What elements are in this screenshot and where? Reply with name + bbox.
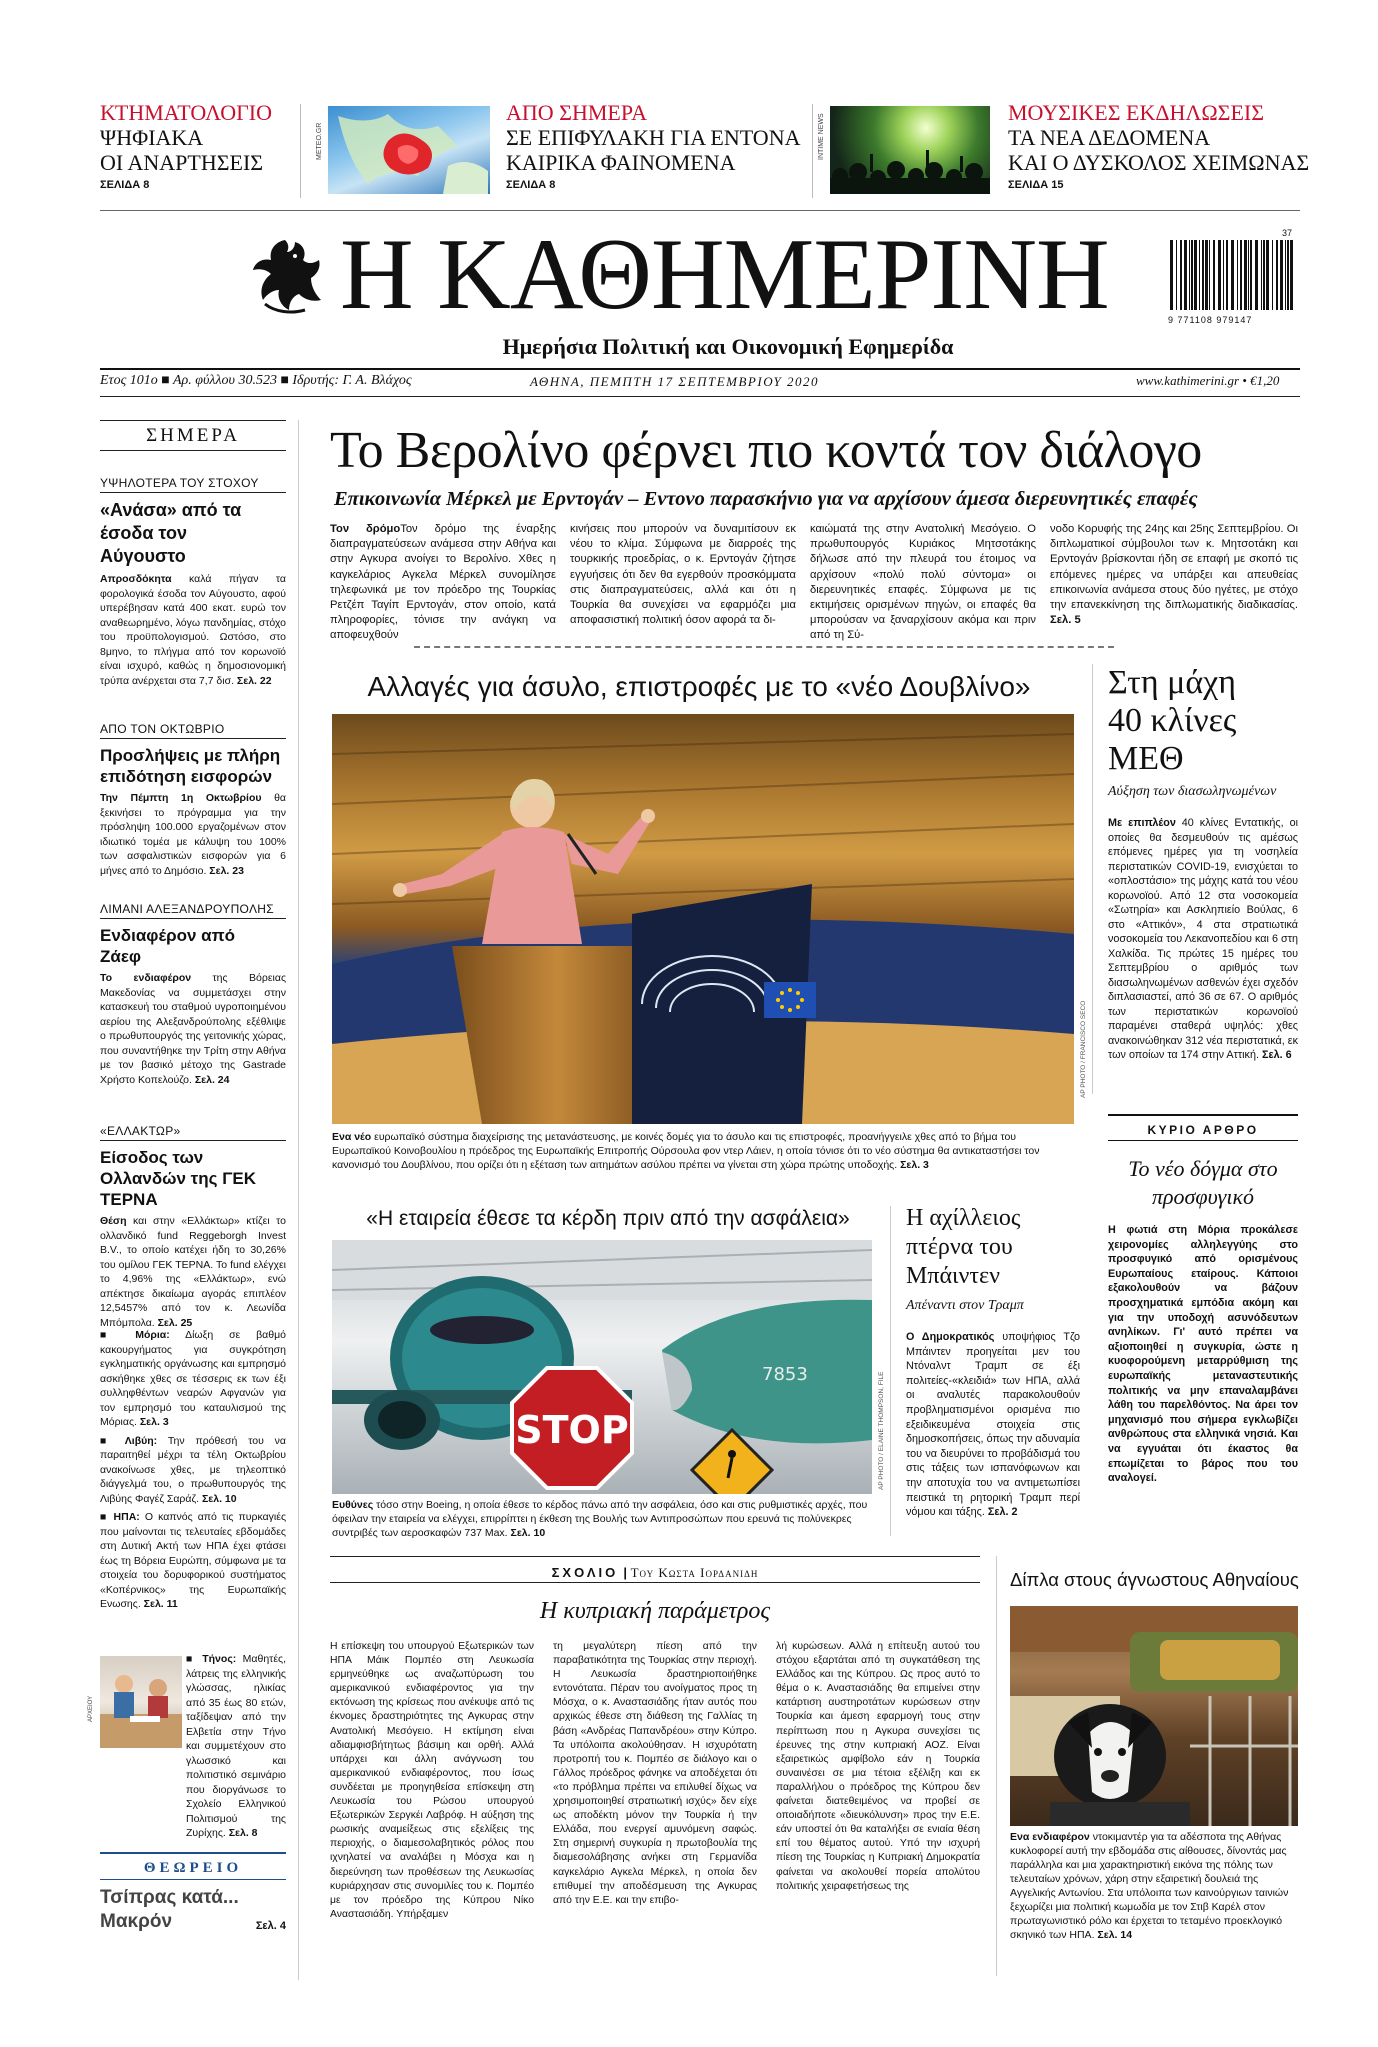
- stray-dog-scene: [1010, 1606, 1298, 1826]
- sidebar-text: Το ενδιαφέρον της Βόρειας Μακεδονίας να συμμετάσχει στην κατασκευή του σταθμού υγροποιημένου αερίου της Αλεξανδρούπολης εξέθλιψε ο πρωθυπουργός της γειτονικής χώρας, που συναντήθηκε την Τρίτη στην Αθήνα με τον βασικό μέτοχο της Gastrade Χρήστο Κοπελούζο. Σελ. 24: [100, 972, 287, 1086]
- comment-author: Του Κωστα Ιορδανιδη: [630, 1565, 759, 1580]
- divider: [100, 396, 1300, 397]
- bullet-item[interactable]: ■ ΗΠΑ: Ο καπνός από τις πυρκαγιές που μαίνονται τις τελευταίες εβδομάδες στη Δυτική Ακτή των ΗΠΑ έχει φτάσει έως τη Βόρεια Ευρώπη, σύμφωνα με τα στοιχεία του δορυφορικού συστήματος «Κοπέρνικος» της Ευρωπαϊκής Ενωσης. Σελ. 11: [100, 1511, 286, 1610]
- barcode-bar: [1213, 240, 1215, 310]
- teaser-title: ΟΙ ΑΝΑΡΤΗΣΕΙΣ: [100, 150, 264, 175]
- barcode-bar: [1244, 240, 1247, 310]
- masthead-subtitle: Ημερήσια Πολιτική και Οικονομική Εφημερίδα: [502, 334, 954, 359]
- teaser-title: ΨΗΦΙΑΚΑ: [100, 125, 204, 150]
- teaser-title: ΤΑ ΝΕΑ ΔΕΔΟΜΕΝΑ: [1008, 125, 1211, 150]
- comment-header: ΣΧΟΛΙΟ | Του Κωστα Ιορδανιδη: [551, 1565, 759, 1580]
- sidebar-item[interactable]: [100, 722, 286, 878]
- barcode-bar: [1191, 240, 1193, 310]
- teaser-title: ΚΑΙ Ο ΔΥΣΚΟΛΟΣ ΧΕΙΜΩΝΑΣ: [1008, 150, 1310, 175]
- griffin-logo: [245, 234, 325, 316]
- sidebar-header: [100, 420, 286, 451]
- barcode-bar: [1263, 240, 1265, 310]
- barcode-bar: [1276, 240, 1278, 310]
- athens-headline[interactable]: Δίπλα στους άγνωστους Αθηναίους: [1010, 1569, 1299, 1590]
- divider: [330, 1582, 980, 1583]
- divider: [996, 1556, 997, 1976]
- teaser-page: ΣΕΛΙΔΑ 15: [1008, 179, 1064, 191]
- sidebar-item[interactable]: [100, 902, 286, 1087]
- bullet-item[interactable]: ■ Λιβύη: Την πρόθεσή του να παραιτηθεί μέχρι τα τέλη Οκτωβρίου ανακοίνωσε χθες, με τηλεοπτικό διάγγελμά του, ο πρωθυπουργός της Λιβύης Φαγέζ Σαράζ. Σελ. 10: [100, 1434, 287, 1505]
- comment-title[interactable]: Η κυπριακή παράμετρος: [539, 1598, 771, 1624]
- divider: [414, 646, 1114, 648]
- lead-deck: Επικοινωνία Μέρκελ με Ερντογάν – Εντονο παρασκήνιο για να αρχίσουν άμεσα διερευνητικές επαφές: [334, 488, 1198, 510]
- lead-column: κινήσεις που μπορούν να δυναμιτίσουν εκ νέου το κλίμα. Σύμφωνα με διαρροές της τουρκικής προεδρίας, ο κ. Ερντογάν ζήτησε εγγυήσεις ότι δεν θα εγερθούν προσκόμματα στις διαπραγματεύσεις, αλλά και ότι η Τουρκία θα συνεχίσει να εφαρμόζει μια αποφασιστική πολιτική όσον αφορά τα δι-: [570, 523, 796, 627]
- boeing-headline[interactable]: «Η εταιρεία έθεσε τα κέρδη πριν από την ασφάλεια»: [366, 1207, 850, 1230]
- barcode-bar: [1237, 240, 1238, 310]
- sidebar-text: Θέση και στην «Ελλάκτωρ» κτίζει το ολλανδικό fund Reggeborgh Invest B.V., το οποίο κατέχει ήδη το 30,26% του ομίλου ΓΕΚ ΤΕΡΝΑ. Το fund ελέγχει το 4,96% της «Ελλάκτωρ», ενώ απέκτησε δικαίωμα αγοράς επιπλέον 12,5457% από τον κ. Λεωνίδα Μπόμπολα. Σελ. 25: [100, 1215, 286, 1329]
- asylum-headline[interactable]: Αλλαγές για άσυλο, επιστροφές με το «νέο Δουβλίνο»: [367, 671, 1031, 702]
- divider: [100, 210, 1300, 211]
- sidebar-kicker: ΥΨΗΛΟΤΕΡΑ ΤΟΥ ΣΤΟΧΟΥ: [100, 476, 286, 493]
- editorial-title: Το νέο δόγμα στο προσφυγικό: [1128, 1156, 1278, 1209]
- teaser-kicker: ΑΠΟ ΣΗΜΕΡΑ: [506, 100, 647, 125]
- students-photo: [100, 1656, 182, 1748]
- barcode-bar: [1266, 240, 1269, 310]
- parliament-scene: [332, 714, 1074, 1124]
- divider: [1092, 664, 1093, 1094]
- sidebar-item[interactable]: [100, 1124, 286, 1330]
- athens-caption: Ενα ενδιαφέρον ντοκιμαντέρ για τα αδέσποτα της Αθήνας κυκλοφορεί αυτή την εβδομάδα στις αίθουσες, δίνοντάς μας παράλληλα και μια χαρακτηριστική εικόνα της πόλης των τελευταίων χρόνων, χάρη στην εξαιρετική δουλειά της Αγγελικής Αντωνίου. Στα υπόλοιπα των καινούργιων ταινιών ξεχωρίζει μια πολιτική κωμωδία με τον Στιβ Καρέλ στον πρωταγωνιστικό ρόλο και έρχεται το τεταμένο προεκλογικό σκηνικό των ΗΠΑ. Σελ. 14: [1010, 1831, 1289, 1941]
- photo-credit: ΑΡΧΕΙΟΥ: [88, 1695, 94, 1722]
- teaser-music[interactable]: [1008, 100, 1328, 191]
- lead-column: Τον δρόμοΤον δρόμο της έναρξης διαπραγματεύσεων ανάμεσα στην Αθήνα και στην Αγκυρα ανοίγει το Βερολίνο. Χθες η καγκελάριος Αγκελα Μέρκελ συνομίλησε τηλεφωνικά με τον πρόεδρο της Τουρκίας Ρετζέπ Ταγίπ Ερντογάν, στον οποίο, κατά πληροφορίες, τόνισε την ανάγκη να αποφευχθούν: [330, 523, 556, 642]
- editorial-label: ΚΥΡΙΟ ΑΡΘΡΟ: [1147, 1123, 1259, 1137]
- barcode-bar: [1209, 240, 1210, 310]
- barcode-bar: [1194, 240, 1197, 310]
- photo-credit: AP PHOTO / FRANCISCO SECO: [1080, 1000, 1087, 1098]
- barcode-bar: [1223, 240, 1224, 310]
- masthead-title: Η ΚΑΘΗΜΕΡΙΝΗ: [340, 218, 1109, 331]
- date-line: ΑΘΗΝΑ, ΠΕΜΠΤΗ 17 ΣΕΠΤΕΜΒΡΙΟΥ 2020: [530, 374, 820, 389]
- price-line: www.kathimerini.gr • €1,20: [1136, 373, 1280, 388]
- theoreio-ref: Σελ. 4: [255, 1920, 286, 1932]
- barcode-bar: [1280, 240, 1283, 310]
- biden-deck: Απέναντι στον Τραμπ: [906, 1298, 1024, 1313]
- barcode: [1168, 240, 1298, 326]
- tinos-item[interactable]: [88, 1652, 286, 1841]
- photo-credit: ΜΕΤΕΟ.GR: [316, 122, 323, 160]
- von-der-leyen-photo[interactable]: [332, 714, 1074, 1124]
- sidebar-bullets: [100, 1328, 286, 1616]
- barcode-bar: [1202, 240, 1204, 310]
- barcode-bar: [1231, 240, 1234, 310]
- storm-map-image: [328, 106, 490, 194]
- students-image: [100, 1656, 182, 1748]
- barcode-bar: [1176, 240, 1177, 310]
- teaser-cadastre[interactable]: [100, 100, 300, 191]
- barcode-bar: [1290, 240, 1293, 310]
- boeing-caption: Ευθύνες τόσο στην Boeing, η οποία έθεσε το κέρδος πάνω από την ασφάλεια, όσο και στις ρυθμιστικές αρχές, που όφειλαν την εταιρεία να ελέγχει, επιρρίπτει η έκθεση της Βουλής των Αντιπροσώπων που ερευνά τις πολύνεκρες συντριβές των αεροσκαφών 737 Max. Σελ. 10: [332, 1499, 868, 1539]
- plane-number: 7853: [762, 1364, 808, 1385]
- barcode-image: [1168, 240, 1298, 310]
- sidebar-kicker: «ΕΛΛΑΚΤΩΡ»: [100, 1124, 286, 1141]
- dog-photo[interactable]: [1010, 1606, 1298, 1826]
- icu-text: Με επιπλέον 40 κλίνες Εντατικής, οι οποίες θα δεσμευθούν τις αμέσως επόμενες ημέρες για τη νοσηλεία περιστατικών COVID-19, ενισχύεται το «οπλοστάσιο» της μάχης κατά του νέου κορωνοϊού. Από 12 στα νοσοκομεία «Σωτηρία» και Ασκληπιείο Βούλας, 6 στο «Αττικόν», 4 στα στρατιωτικά νοσοκομεία του Λεκανοπεδίου και 6 στη Χαλκίδα. Τις πρώτες 15 ημέρες του Σεπτεμβρίου ο αριθμός των διασωληνωμένων ασθενών έχει σχεδόν διπλασιαστεί, από 36 σε 67. Ο αριθμός των περιστατικών κορωνοϊού παραμένει σταθερά υψηλός: χθες ανακοινώθηκαν 312 νέα περιστατικά, εκ των οποίων τα 174 στην Αττική. Σελ. 6: [1108, 817, 1298, 1061]
- barcode-bar: [1226, 240, 1228, 310]
- barcode-bar: [1285, 240, 1286, 310]
- barcode-bar: [1189, 240, 1190, 310]
- sidebar-title: Ενδιαφέρον από Ζάεφ: [100, 926, 236, 966]
- barcode-bar: [1250, 240, 1252, 310]
- stop-sign-text: STOP: [515, 1408, 629, 1452]
- barcode-bar: [1184, 240, 1187, 310]
- divider: [298, 420, 299, 1980]
- comment-column: τη μεγαλύτερη πίεση από την παραβατικότητα της Τουρκίας στην περιοχή. Η Λευκωσία δραστηριοποιήθηκε εντονότατα. Πέραν του ανοίγματος προς τη Μόσχα, ο κ. Αναστασιάδης ήταν αυτός που αρχικώς έθεσε στη διάθεση της Γαλλίας τη βάση «Ανδρέας Παπανδρέου» στην Κύπρο. Τα υπόλοιπα ακολούθησαν. Η ισχυρότατη προτροπή του κ. Πομπέο σε διάλογο και ο Γάλλος πρόεδρος φάνηκε να αποδέχεται ότι «το πρόβλημα πρέπει να επιλυθεί δίχως να χρησιμοποιηθεί στρατιωτική ισχύς» δεν είχε ως αποδέκτη μόνον την Τουρκία ή την Ελλάδα, που ενεργεί αμυνόμενη σαφώς. Στη σημερινή συγκυρία η πρωτοβουλία της διαμεσολάβησης ανήκει στη Γερμανίδα καγκελάριο Αγκελα Μέρκελ, η οποία δεν επιθυμεί την αποδέσμευση της Αγκυρας από την Ε.Ε. και την επιβο-: [553, 1641, 757, 1906]
- sidebar: [100, 420, 286, 451]
- barcode-bar: [1170, 240, 1173, 310]
- sidebar-text: Απροσδόκητα καλά πήγαν τα φορολογικά έσοδα τον Αύγουστο, αφού υπερέβησαν κατά 400 εκατ. ευρώ τον αναθεωρημένο, λόγω πανδημίας, στόχο του προϋπολογισμού. Ωστόσο, στο 8μηνο, το πλήγμα από τον κορωνοϊό είναι ισχυρό, καθώς η δημοσιονομική τρύπα ανέρχεται στα 7,7 δισ. Σελ. 22: [100, 573, 286, 687]
- barcode-bar: [1287, 240, 1289, 310]
- sidebar-item[interactable]: [100, 476, 286, 688]
- sidebar-title: «Ανάσα» από τα έσοδα τον Αύγουστο: [100, 500, 242, 566]
- teaser-weather[interactable]: [506, 100, 806, 191]
- editorial-header: [1108, 1114, 1298, 1141]
- editorial-text: Η φωτιά στη Μόρια προκάλεσε χειρονομίες αλληλεγγύης στο προσφυγικό από ορισμένους Ευρωπαίους εταίρους. Κάποιοι εξακολουθούν να βάζουν προσχηματικά εμπόδια ακόμη και για την υποδοχή ασυνόδευτων ανηλίκων. Γι' αυτό πρέπει να αξιοποιηθεί η συγκυρία, ώστε η κυοφορούμενη μεταρρύθμιση της ευρωπαϊκής μεταναστευτικής πολιτικής να μην επαναλαμβάνει λάθη του παρελθόντος. Να άρει τον μηχανισμό που σήμερα εγκλωβίζει ανθρώπους στα ελληνικά νησιά. Και να εγγυάται ότι έκαστος θα επωμίζεται το βάρος που του αναλογεί.: [1108, 1224, 1298, 1485]
- barcode-issue: 37: [1282, 228, 1293, 238]
- bullet-item[interactable]: ■ Μόρια: Δίωξη σε βαθμό κακουργήματος για συγκρότηση εγκληματικής οργάνωσης και εμπρησμό ασκήθηκε χθες σε τέσσερις εκ των έξι συλληφθέντων νεαρών Αφγανών για τον εμπρησμό του καταυλισμού της Μόριας. Σελ. 3: [100, 1329, 286, 1428]
- sidebar-text: Την Πέμπτη 1η Οκτωβρίου θα ξεκινήσει το πρόγραμμα για την πρόσληψη 100.000 εργαζομένων στον ιδιωτικό τομέα με κάλυψη του 100% των ασφαλιστικών εισφορών για 6 μήνες από το Δημόσιο. Σελ. 23: [100, 792, 286, 877]
- weather-map-photo[interactable]: [328, 106, 490, 194]
- theoreio-box[interactable]: [100, 1852, 286, 1934]
- teaser-title: ΣΕ ΕΠΙΦΥΛΑΚΗ ΓΙΑ ΕΝΤΟΝΑ: [506, 125, 801, 150]
- barcode-bar: [1180, 240, 1182, 310]
- sidebar-header-label: ΣΗΜΕΡΑ: [146, 425, 240, 446]
- teaser-title: ΚΑΙΡΙΚΑ ΦΑΙΝΟΜΕΝΑ: [506, 150, 736, 175]
- grounded-planes-scene: [332, 1240, 872, 1494]
- divider: [812, 104, 813, 198]
- teaser-kicker: ΚΤΗΜΑΤΟΛΟΓΙΟ: [100, 100, 273, 125]
- comment-label: ΣΧΟΛΙΟ: [551, 1565, 619, 1580]
- asylum-caption: Ενα νέο ευρωπαϊκό σύστημα διαχείρισης της μετανάστευσης, με κοινές δομές για το άσυλο και τις επιστροφές, προανήγγειλε χθες από το βήμα του Ευρωπαϊκού Κοινοβουλίου η πρόεδρος της Ευρωπαϊκής Επιτροπής Ούρσουλα φον ντερ Λάιεν, η οποία τόνισε ότι το νέο σύστημα θα αντικαταστήσει τον κανονισμό του Δουβλίνου, που ορίζει ότι η εξέταση των αιτημάτων ασύλου πρέπει να γίνεται στη χώρα πρώτης υποδοχής. Σελ. 3: [332, 1131, 1040, 1171]
- barcode-number: 9 771108 979147: [1168, 315, 1253, 325]
- lead-column: καιώματά της στην Ανατολική Μεσόγειο. Ο πρωθυπουργός Κυριάκος Μητσοτάκης δήλωσε από την πλευρά του έτοιμος να αρχίσουν «πολύ πολύ σύντομα» οι διερευνητικές επαφές. Σύμφωνα με τις εκτιμήσεις ορισμένων πηγών, οι επαφές θα μπορούσαν να ξαναρχίσουν ακόμα και πριν από τη Σύ-: [810, 523, 1036, 642]
- crowd-image: [830, 106, 990, 194]
- bullet-item: ■ Τήνος: Μαθητές, λάτρεις της ελληνικής γλώσσας, ηλικίας από 35 έως 80 ετών, ταξίδεψαν από την Ελβετία στην Τήνο και συμμετέχουν στο γλωσσικό και πολιτιστικό σεμινάριο που διοργάνωσε το Σχολείο Ελληνικού Πολιτισμού της Ζυρίχης. Σελ. 8: [186, 1653, 286, 1839]
- editorial-box[interactable]: [1108, 1114, 1298, 1486]
- icu-deck: Αύξηση των διασωληνωμένων: [1108, 784, 1277, 799]
- divider: [100, 368, 1300, 370]
- sidebar-kicker: ΛΙΜΑΝΙ ΑΛΕΞΑΝΔΡΟΥΠΟΛΗΣ: [100, 902, 286, 919]
- comment-column: Η επίσκεψη του υπουργού Εξωτερικών των ΗΠΑ Μάικ Πομπέο στη Λευκωσία ερμηνεύθηκε ως αναζωπύρωση του αμερικανικού ενδιαφέροντος για την εκτόνωση της κρίσεως που ανέκυψε από τις έκνομες δραστηριότητες της Αγκυρας στην Ανατολική Μεσόγειο. Η εκτίμηση είναι αδιαμφισβήτητως βάσιμη και ορθή. Αλλά υπάρχει και άλλη ανάγνωση του αμερικανικού ενδιαφέροντος, που ίσως συνδέεται με προηγηθείσα επίσκεψη στη Λευκωσία του Ρώσου υπουργού Εξωτερικών Σεργκέι Λαβρόφ. Η αύξηση της ρωσικής αναμείξεως στις εξελίξεις της περιοχής, ο διαμεσολαβητικός ρόλος που ιχνηλατεί να αναλάβει η Μόσχα και η διερεύνηση των προθέσεων της Λευκωσίας κυριάρχησαν στις συνομιλίες του κ. Πομπέο με τον πρόεδρο της Κύπρου Νίκο Αναστασιάδη. Υπήρξαμεν: [330, 1641, 534, 1920]
- barcode-bar: [1199, 240, 1200, 310]
- teaser-page: ΣΕΛΙΔΑ 8: [506, 179, 556, 191]
- issue-info: Ετος 101ο ■ Αρ. φύλλου 30.523 ■ Ιδρυτής: Γ. Α. Βλάχος: [100, 373, 412, 388]
- theoreio-header: [100, 1852, 286, 1880]
- sidebar-title: Προσλήψεις με πλήρη επιδότηση εισφορών: [100, 746, 281, 786]
- boeing-photo[interactable]: [332, 1240, 872, 1494]
- concert-photo[interactable]: [830, 106, 990, 194]
- lead-headline[interactable]: Το Βερολίνο φέρνει πιο κοντά τον διάλογο: [330, 422, 1202, 479]
- theoreio-label: ΘΕΩΡΕΙΟ: [143, 1860, 243, 1876]
- barcode-bar: [1261, 240, 1262, 310]
- barcode-bar: [1205, 240, 1208, 310]
- divider: [330, 1556, 980, 1557]
- barcode-bar: [1240, 240, 1242, 310]
- barcode-bar: [1218, 240, 1221, 310]
- sidebar-kicker: ΑΠΟ ΤΟΝ ΟΚΤΩΒΡΙΟ: [100, 722, 286, 739]
- photo-credit: AP PHOTO / ELAINE THOMPSON, FILE: [878, 1371, 885, 1490]
- barcode-bar: [1255, 240, 1258, 310]
- divider: [890, 1206, 891, 1536]
- theoreio-title: Τσίπρας κατά... Μακρόν: [100, 1887, 239, 1932]
- biden-text: Ο Δημοκρατικός υποψήφιος Τζο Μπάιντεν προηγείται μεν του Ντόναλντ Τραμπ σε έξι πολιτείες-«κλειδιά» των ΗΠΑ, αλλά οι αναλυτές παρακολουθούν προβληματισμένοι ορισμένα πιο εξειδικευμένα στοιχεία στις δημοσκοπήσεις, όπως την αδυναμία του να διευρύνει το προβάδισμά του στις τάξεις των ισπανόφωνων και την αποτυχία του να αντιμετωπίσει πειστικά τη ρητορική Τραμπ περί νόμου και τάξης. Σελ. 2: [906, 1331, 1080, 1519]
- sidebar-title: Είσοδος των Ολλανδών της ΓΕΚ ΤΕΡΝΑ: [100, 1148, 257, 1209]
- divider: [300, 104, 301, 198]
- photo-credit: INTIME NEWS: [818, 113, 825, 160]
- icu-headline[interactable]: Στη μάχη 40 κλίνες ΜΕΘ: [1108, 664, 1237, 777]
- lead-column: νοδο Κορυφής της 24ης και 25ης Σεπτεμβρίου. Οι διπλωματικοί σύμβουλοι των κ. Μητσοτάκη και Ερντογάν βρίσκονται ήδη σε επαφή με σκοπό τις επόμενες ημέρες να υπάρξει και απευθείας επικοινωνία ανάμεσα στους δύο ηγέτες, με στόχο την επανεκκίνηση της διπλωματικής διαδικασίας. Σελ. 5: [1050, 523, 1298, 627]
- teaser-kicker: ΜΟΥΣΙΚΕΣ ΕΚΔΗΛΩΣΕΙΣ: [1008, 100, 1265, 125]
- biden-headline[interactable]: Η αχίλλειος πτέρνα του Μπάιντεν: [906, 1205, 1021, 1289]
- comment-column: λή κυρώσεων. Αλλά η επίτευξη αυτού του στόχου εξαρτάται από τη συγκατάθεση της Ελλάδος και της Κύπρου. Ως προς αυτό το θέμα ο κ. Αναστασιάδης θα επιμείνει στην κατάρτιση αυστηροτάτων κυρώσεων στην Τουρκία και άμεση εφαρμογή τους στην περίπτωση που η Αγκυρα συνεχίσει τις έρευνες της στην κυπριακή ΑΟΖ. Είναι εξαιρετικώς αμφίβολο εάν η Τουρκία συναινέσει σε μια τέτοια εξέλιξη και εκ παραλλήλου ο πρόεδρος της Κύπρου δεν φαίνεται διατεθειμένος να προβεί σε οποιαδήποτε «διευκόλυνση» προς την Ε.Ε. εάν υποστεί ότι θα καταλήξει σε ενιαία θέση επί του θέματος αυτού. Υπό την ισχυρή πίεση της Τουρκίας η Κυπριακή Δημοκρατία φαίνεται να ακολουθεί πορεία απολύτου πολιτικής χειραφετήσεως της: [776, 1641, 980, 1892]
- teaser-page: ΣΕΛΙΔΑ 8: [100, 179, 150, 191]
- barcode-bar: [1248, 240, 1249, 310]
- barcode-bar: [1272, 240, 1273, 310]
